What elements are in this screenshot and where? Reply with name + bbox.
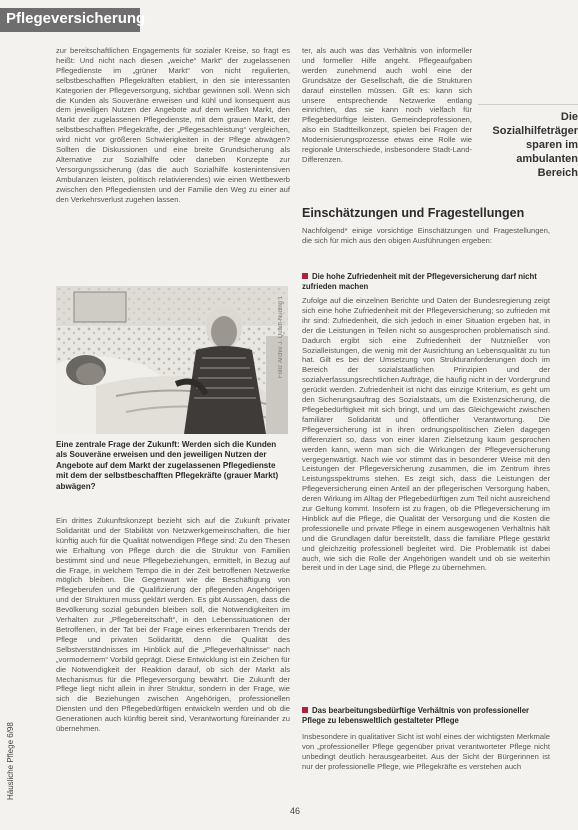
subhead-2-text: Das bearbeitungsbedürftige Verhältnis von professioneller Pflege zu lebensweltlich gestalteter Pflege bbox=[302, 706, 530, 725]
right-column-middle bbox=[302, 296, 550, 700]
photo-caption: Eine zentrale Frage der Zukunft: Werden sich die Kunden als Souveräne erweisen und den jeweiligen Nutzen der Angebote auf dem Markt der zugelassenen Pflegedienste mit dem der selbstbeschafften Pflegekräfte (grauer Markt) abwägen? bbox=[56, 440, 279, 491]
photo-credit: Foto: Archiv J. Quadt-Nuding 1 bbox=[278, 296, 284, 379]
red-square-bullet bbox=[302, 273, 308, 279]
pull-quote: Die Sozialhilfeträger sparen im ambulanten Bereich bbox=[492, 111, 578, 179]
page-section-title: Pflegeversicherung bbox=[6, 10, 146, 27]
section-intro bbox=[302, 226, 550, 268]
right-middle-paragraph: Zufolge auf die einzelnen Berichte und Daten der Bundesregierung zeigt sich eine hohe Zufriedenheit mit der Pflegeversicherung; so zufrieden mit ihr sind: Zufriedenheit, die sich jedoch in einer Situation ergeben hat, in der die Leistungen in Teilen nicht so ausgesprochen problematisch sind. Dadurch ergibt sich eine Zufriedenheit der Nutznießer von Sozialleistungen, die wenig mit der Ausrichtung an Lebensqualität zu tun hat. Gilt es bei der Umsetzung von Strukturanforderungen doch im Bereich der sozialstaatlichen Prinzipien und der sozialverfassungsrechtlichen Aufträge, die häufig nicht in der Vordergrund gerückt werden. Zufriedenheit ist nicht das einzige Kriterium, es geht um den Sicherungsauftrag des Sozialstaats, um die Existenzsicherung, die Pflegebedürftigkeit mit sich bringt, und um das Gleichgewicht zwischen familiärer Solidarität und öffentlicher Verantwortung. Die Pflegeversicherung ist in ihren ordnungspolitischen Zielen dagegen differenziert so, dass von einer klaren Zielsetzung kaum gesprochen werden kann, wenn man sich die Wirkungen der Pflegeversicherung vergegenwärtigt. Nach wie vor stimmt das in besonderer Weise mit den Leistungen der Pflegeversicherung zusammen, die im Zentrum ihres Leistungsspektrums stehen. Es zeigt sich, dass die Leistungen der Pflegeversicherung einen Anteil an der pflegerischen Versorgung haben, deren Wirkung im Alltag der Pflegebedürftigen zum Teil nicht ausreichend zur Geltung kommt. Insofern ist zu fragen, ob die Pflegeversicherung im Hinblick auf die Pflege, die Qualität der Versorgung und die Kosten die professionelle und private Pflege in einem ausgewogenen Verhältnis hält und die Grundlagen dafür bereitstellt, dass die familiäre Pflege gestärkt und gleichzeitig professionell begleitet wird. Die Problematik ist dabei auch, wie sich die Rolle der Angehörigen wandelt und ob sie weiterhin bereit und in der Lage sind, die Pflege zu übernehmen. bbox=[302, 296, 550, 573]
journal-source: Häusliche Pflege 6/98 bbox=[6, 722, 15, 800]
photo-illustration bbox=[56, 286, 288, 434]
left-bottom-paragraph: Ein drittes Zukunftskonzept bezieht sich auf die Zukunft privater Solidarität und der Stabilität von Netzwerkgemeinschaften, die hier künftig auch für die Qualität notwendigen Pflege sind: Zu den Thesen wie Erhaltung von Pflege durch die die Struktur von Familien bestimmt sind und neue Pflegebeziehungen, ermittelt, in Bezug auf die Frage, in welchem Tempo die in der Zeit betroffenen Netzwerke möglich bleiben. Die Gegenwart wie die Beschäftigung von Pflegeberufen und die Qualifizierung der pflegenden Angehörigen und der Strukturen muss geklärt werden. Es gibt Aussagen, dass die Bevölkerung sozial gebunden bleiben soll, die Notwendigkeiten im Verhalten zur „Pflegebereitschaft“, in den Lebenssituationen der Betroffenen, in der Tat bei der Frage eines erkennbaren Trends der Pflege und privaten Solidarität, denn die Qualität des Selbstverständnisses im Hinblick auf die „Pflegeverhältnisse“ nach „vormodernem“ Vorbild geprägt. Diese Entwicklung ist ein Zeichen für die Notwendigkeit der Reaktion darauf, ob sich der Markt als Mechanismus für die Pflegeversorgung bewährt. Die Zukunft der Pflege liegt nicht allein in ihrer Struktur, sondern in der Frage, wie sich die Beziehungen zwischen Angehörigen, professionellen Diensten und den Pflegebedürftigen entwickeln werden und ob die Generationen auch künftig bereit sind, Verantwortung füreinander zu übernehmen. bbox=[56, 516, 290, 734]
left-column-top bbox=[56, 46, 290, 278]
section-intro-paragraph: Nachfolgend* einige vorsichtige Einschätzungen und Fragestellungen, die sich für mich aus den obigen Ausführungen ergeben: bbox=[302, 226, 550, 245]
right-top-paragraph: ter, als auch was das Verhältnis von informeller und formeller Hilfe angeht. Pflegeaufgaben werden zunehmend auch wohl eine der Grundsätze der Gesellschaft, die die Strukturen darauf einstellen müssen. Gilt es: kann sich unsere entsprechende Netzwerke entlang einrichten, das sie kann noch vielfach für Pflegebedürftige leisten. Gemeindeprofessionen, also ein Stadtteilkonzept, spielen bei Fragen der Modernisierungsprozesse etwas eine Rolle wie regionale Unterschiede, insbesondere Stadt-Land-Differenzen. bbox=[302, 46, 472, 164]
right-column-top bbox=[302, 46, 472, 194]
nursing-photo bbox=[56, 286, 288, 434]
subhead-1 bbox=[302, 272, 550, 292]
right-bottom-paragraph: Insbesondere in qualitativer Sicht ist wohl eines der wichtigsten Merkmale von „professioneller Pflege gegenüber privat verantworteter Pflege nicht unbedingt deutlich herausgearbeitet. Aus der Sicht der Bürgerinnen ist nur der professionelle Pflege, wie Pflegekräfte es verstehen auch bbox=[302, 732, 550, 771]
left-top-paragraph: zur bereitschaftlichen Engagements für sozialer Kreise, so fragt es heißt: Und nicht nach diesen „weiche“ Markt“ der zugelassenen Pflegedienste im „grüner Markt“ von nicht regulierten, selbstbeschafften Pflegekräften etabliert, in den sie interessanten Kategorien der Pflegeversorgung, sichtbar gewinnen soll. Wenn sich die Kunden als Souveräne erweisen und kühl und konsequent aus dem jeweiligen Nutzen der Angebote auf dem weißen Markt, den Markt der zugelassenen Pflegedienste, mit dem grauen Markt, der selbstbeschafften Pflegekräfte, der „Pflegesachleistung“ vergleichen, wird nicht vor größeren Schwierigkeiten in der Pflege abwägen? Sollten die Diskussionen und eine breite Grundsicherung als Alternative zur Sozialhilfe oder daneben Konzepte zur Versorgungssicherung (das die auch Sozialhilfe kostenintensiven Ambulanzen leisten, politisch relativierendes) wie einen Wettbewerb zwischen den Pflegediensten und der Familie den Weg zu einer auf den Verkehrsverlust zugehen lassen. bbox=[56, 46, 290, 204]
section-heading: Einschätzungen und Fragestellungen bbox=[302, 206, 525, 220]
subhead-2 bbox=[302, 706, 550, 726]
right-column-bottom bbox=[302, 732, 550, 798]
pullquote-rule bbox=[478, 104, 578, 105]
page-number: 46 bbox=[290, 806, 301, 816]
subhead-1-text: Die hohe Zufriedenheit mit der Pflegeversicherung darf nicht zufrieden machen bbox=[302, 272, 537, 291]
red-square-bullet bbox=[302, 707, 308, 713]
left-column-bottom bbox=[56, 516, 290, 806]
